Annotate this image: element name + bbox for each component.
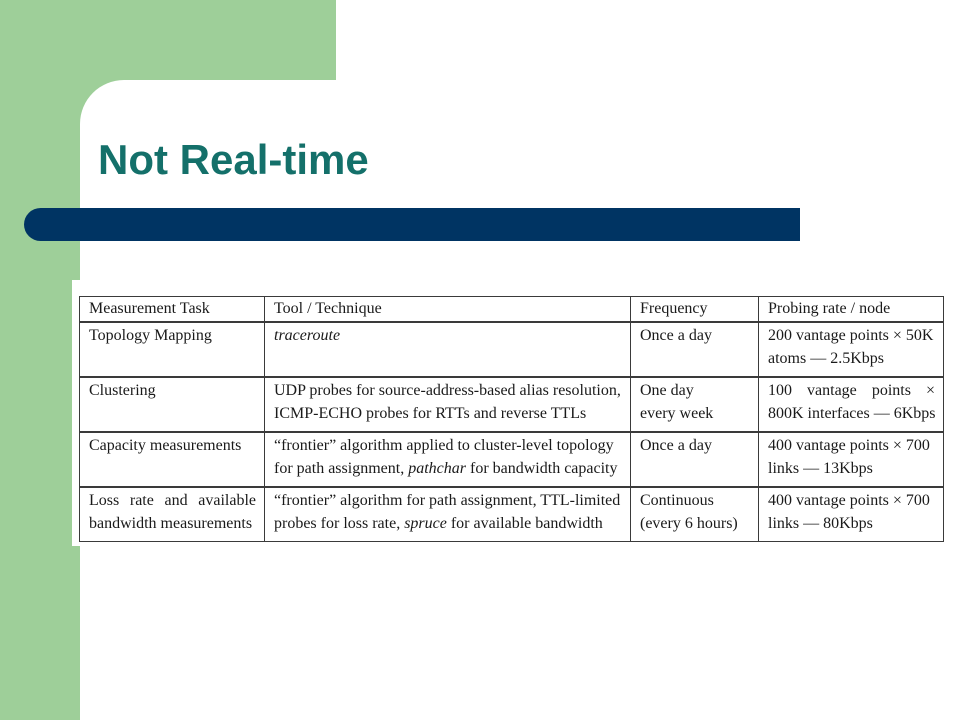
cell-frequency xyxy=(631,377,759,432)
cell-frequency xyxy=(631,432,759,487)
table-row xyxy=(80,487,944,542)
cell-text: for path assignment, xyxy=(274,460,409,477)
cell-task xyxy=(80,377,265,432)
header-tool-technique: Tool / Technique xyxy=(265,297,631,323)
cell-text: Topology Mapping xyxy=(89,327,212,344)
cell-tool xyxy=(265,322,631,377)
cell-text: “frontier” algorithm applied to cluster-level topology xyxy=(274,437,614,454)
cell-text: 800K interfaces — 6Kbps xyxy=(768,405,936,422)
table-row xyxy=(80,322,944,377)
cell-task xyxy=(80,432,265,487)
cell-text: every week xyxy=(640,405,714,422)
cell-text: ICMP-ECHO probes for RTTs and reverse TTLs xyxy=(274,405,587,422)
cell-tool xyxy=(265,432,631,487)
header-frequency: Frequency xyxy=(631,297,759,323)
table-header-row xyxy=(80,297,944,323)
cell-rate xyxy=(759,322,944,377)
cell-text-italic: spruce xyxy=(404,515,447,532)
cell-task xyxy=(80,322,265,377)
cell-tool xyxy=(265,487,631,542)
cell-text: Once a day xyxy=(640,327,712,344)
cell-text: bandwidth measurements xyxy=(89,515,253,532)
cell-text: links — 80Kbps xyxy=(768,515,873,532)
header-measurement-task: Measurement Task xyxy=(80,297,265,323)
cell-text: 400 vantage points × 700 xyxy=(768,492,930,509)
slide-title: Not Real-time xyxy=(98,136,369,183)
cell-tool xyxy=(265,377,631,432)
cell-text: atoms — 2.5Kbps xyxy=(768,350,884,367)
cell-text: traceroute xyxy=(274,327,341,344)
cell-text: Once a day xyxy=(640,437,712,454)
cell-text: 400 vantage points × 700 xyxy=(768,437,930,454)
cell-text: Loss rate and available xyxy=(89,492,256,509)
table-row xyxy=(80,377,944,432)
cell-text-line xyxy=(274,457,622,480)
cell-text: “frontier” algorithm for path assignment, TTL-limited xyxy=(274,492,621,509)
cell-rate xyxy=(759,377,944,432)
cell-frequency xyxy=(631,487,759,542)
cell-text-italic: pathchar xyxy=(408,460,466,477)
cell-text: for bandwidth capacity xyxy=(465,460,618,477)
decorative-green-band xyxy=(0,0,80,720)
measurement-table xyxy=(79,296,944,542)
cell-text: Clustering xyxy=(89,382,156,399)
cell-text: Capacity measurements xyxy=(89,437,242,454)
cell-text: Continuous xyxy=(640,492,714,509)
cell-text-line xyxy=(274,512,622,535)
cell-text: links — 13Kbps xyxy=(768,460,873,477)
cell-text: One day xyxy=(640,382,694,399)
header-probing-rate: Probing rate / node xyxy=(759,297,944,323)
title-underline-bar xyxy=(24,208,800,241)
cell-rate xyxy=(759,487,944,542)
cell-frequency xyxy=(631,322,759,377)
cell-task xyxy=(80,487,265,542)
cell-rate xyxy=(759,432,944,487)
cell-text: 100 vantage points × xyxy=(768,382,935,399)
cell-text: (every 6 hours) xyxy=(640,515,738,532)
table-image-region xyxy=(72,280,948,546)
cell-text: for available bandwidth xyxy=(446,515,603,532)
cell-text: UDP probes for source-address-based alias resolution, xyxy=(274,382,621,399)
cell-text: probes for loss rate, xyxy=(274,515,405,532)
cell-text: 200 vantage points × 50K xyxy=(768,327,934,344)
table-row xyxy=(80,432,944,487)
